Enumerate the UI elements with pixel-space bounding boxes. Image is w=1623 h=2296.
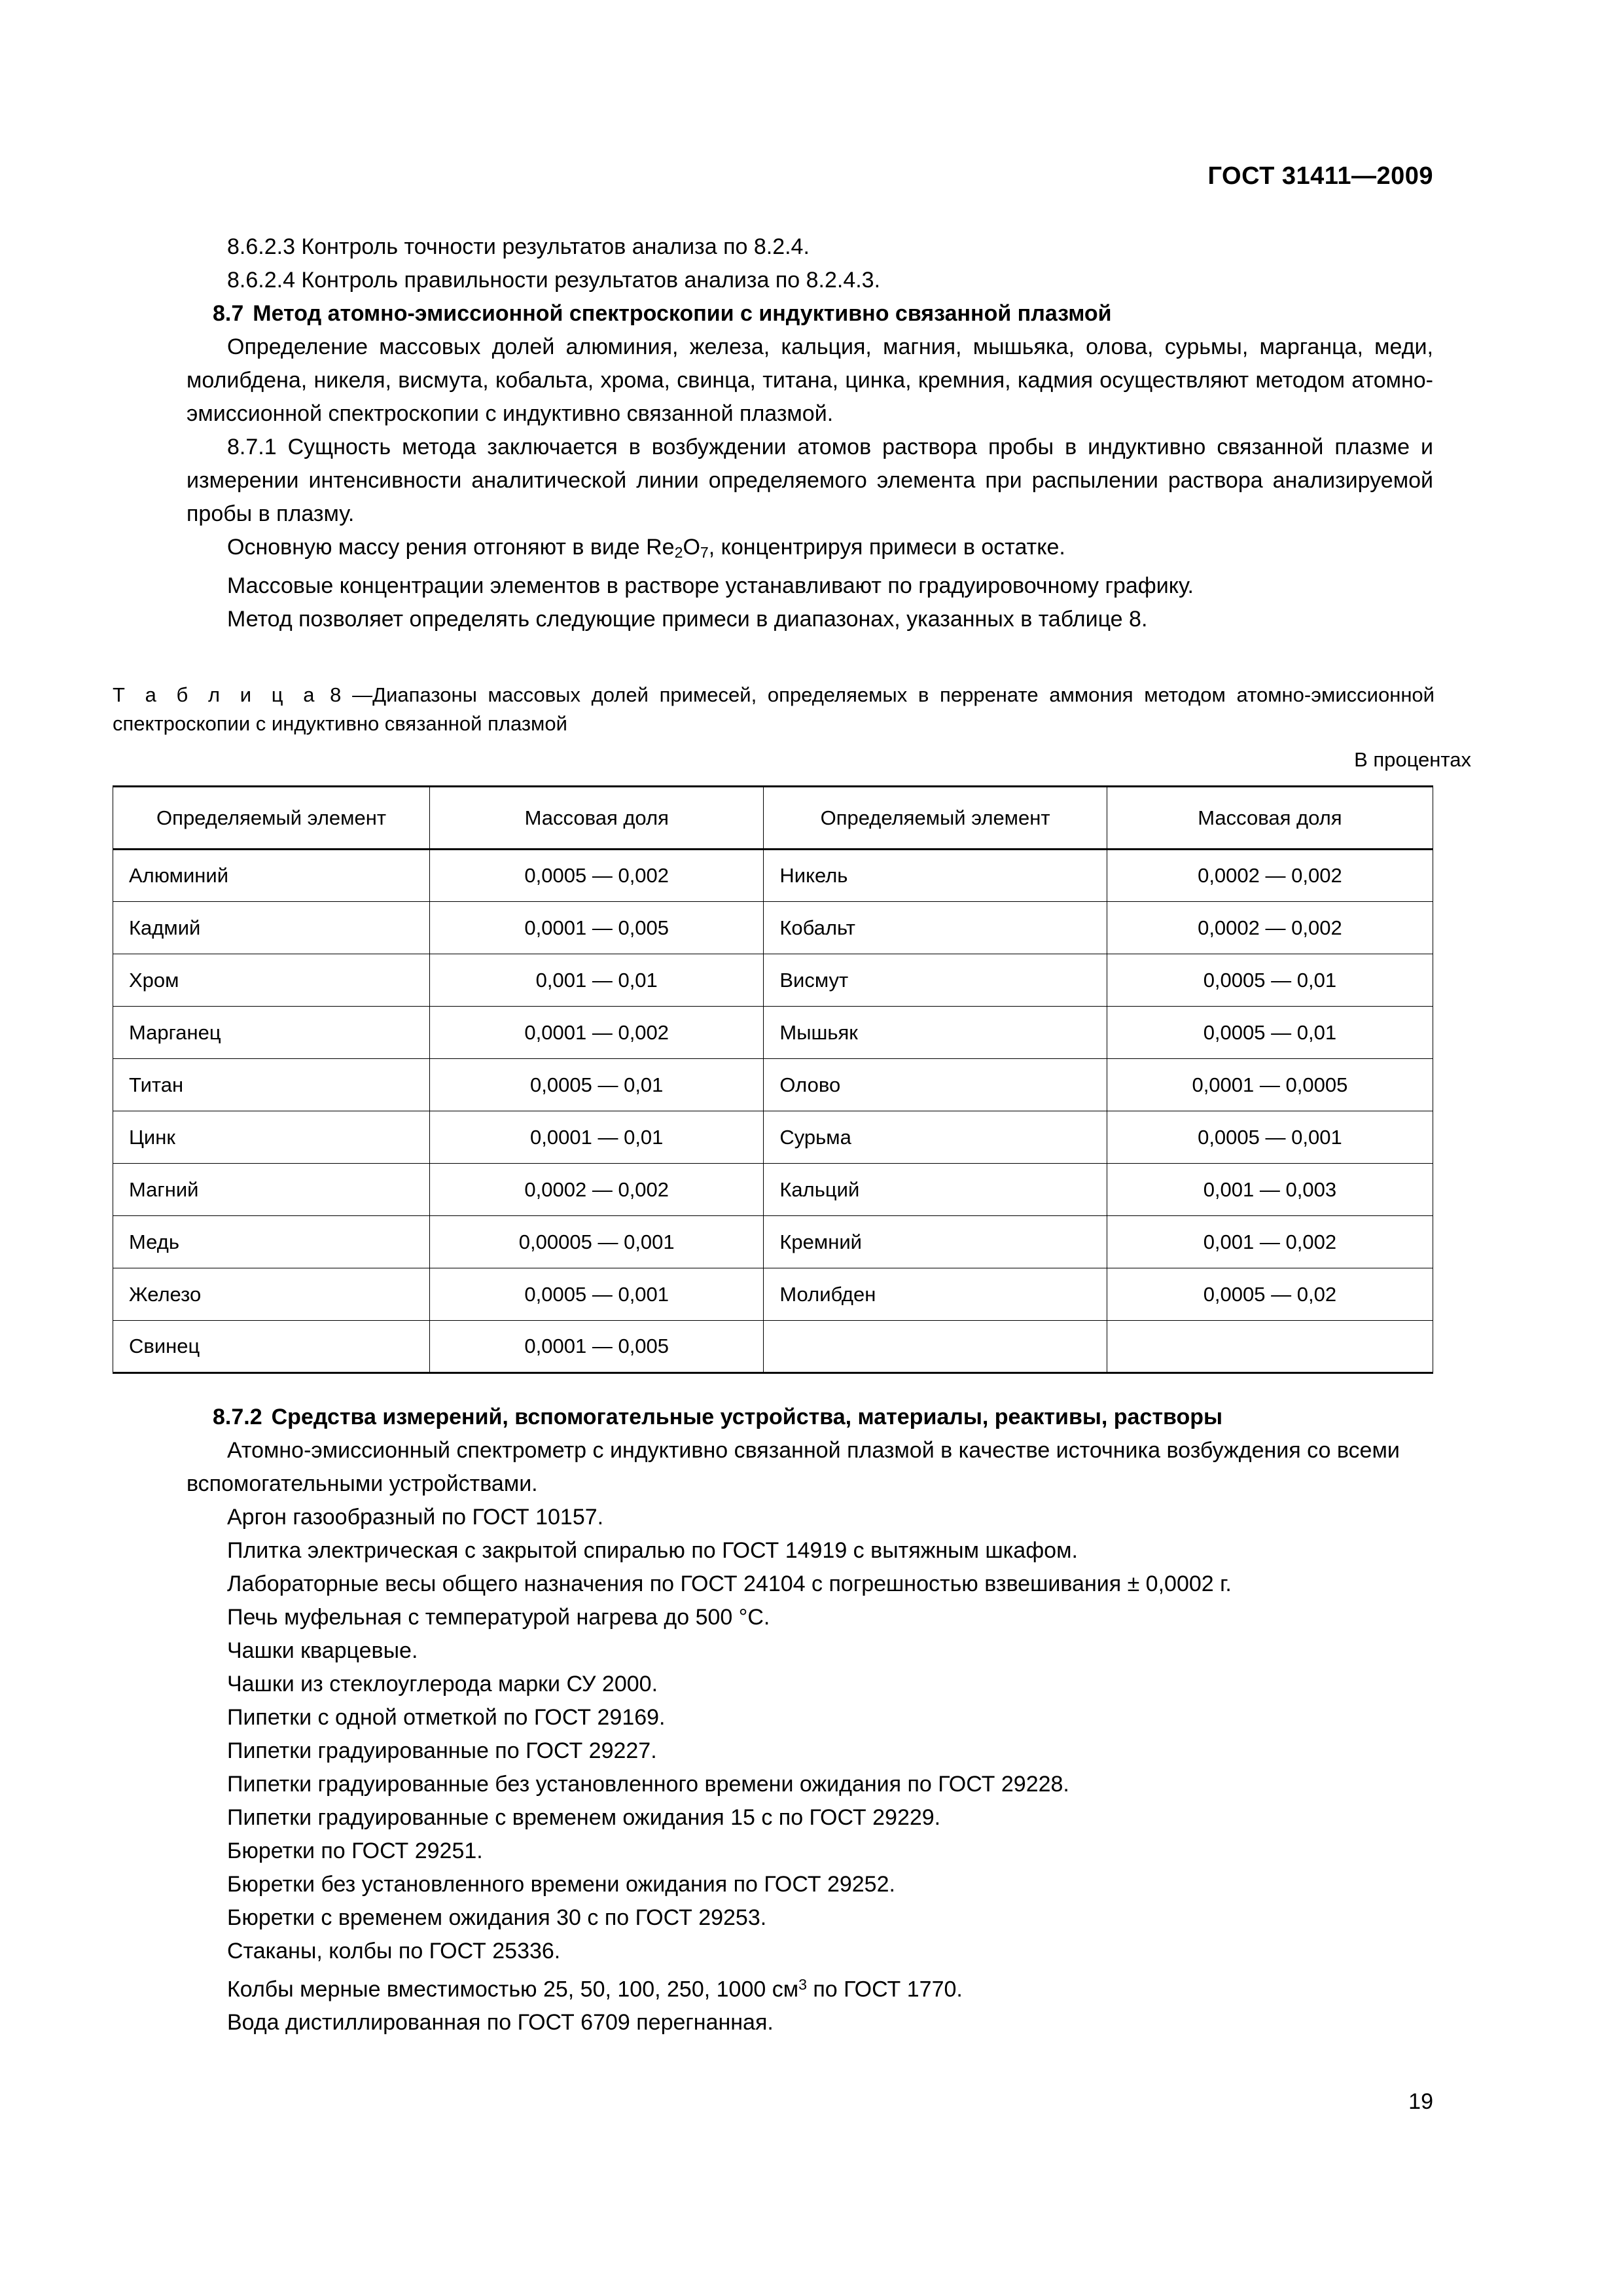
item-flasks [187,1968,1433,2006]
table-cell-mass-fraction: 0,001 — 0,002 [1107,1216,1433,1268]
table-cell-mass-fraction: 0,001 — 0,01 [430,954,764,1007]
equipment-item: Плитка электрическая с закрытой спиралью по ГОСТ 14919 с вытяжным шкафом. [227,1538,1078,1563]
flasks-superscript-3: 3 [798,1976,807,1993]
equipment-item: Бюретки без установленного времени ожидания по ГОСТ 29252. [227,1872,895,1897]
standard-code-header: ГОСТ 31411—2009 [1207,162,1433,190]
table-row [113,954,1433,1007]
rhenium-text-b: O [683,535,700,560]
table-cell-element: Висмут [764,954,1107,1007]
column-header-fraction-2: Массовая доля [1107,787,1433,850]
rhenium-text-c: , концентрируя примеси в остатке. [708,535,1065,560]
heading-8-7-number: 8.7 [213,301,244,326]
equipment-list [187,1501,1433,1968]
paragraph-definition: Определение массовых долей алюминия, железа, кальция, магния, мышьяка, олова, сурьмы, марганца, меди, молибдена, никеля, висмута, кобальта, хрома, свинца, титана, цинка, кремния, кадмия осуществляют методом атомно-эмиссионной спектроскопии с индуктивно связанной плазмой. [187,334,1433,426]
table-cell-mass-fraction: 0,0002 — 0,002 [1107,850,1433,902]
equipment-item: Пипетки с одной отметкой по ГОСТ 29169. [227,1705,666,1730]
heading-8-7-text: Метод атомно-эмиссионной спектроскопии с индуктивно связанной плазмой [253,301,1112,326]
table-caption-label: Т а б л и ц а [113,683,319,706]
table-caption-text: Диапазоны массовых долей примесей, определяемых в перренате аммония методом атомно-эмиссионной спектроскопии с индуктивно связанной плазмой [113,683,1435,735]
table-cell-element: Цинк [113,1111,430,1164]
table-cell-mass-fraction: 0,0002 — 0,002 [1107,902,1433,954]
rhenium-text-a: Основную массу рения отгоняют в виде Re [227,535,675,560]
table-cell-element: Сурьма [764,1111,1107,1164]
heading-8-7 [187,297,1433,331]
table-cell-mass-fraction: 0,0005 — 0,01 [1107,954,1433,1007]
table-cell-element: Кремний [764,1216,1107,1268]
column-header-element-2: Определяемый элемент [764,787,1107,850]
equipment-item: Пипетки градуированные по ГОСТ 29227. [227,1738,657,1763]
heading-8-7-2-text: Средства измерений, вспомогательные устройства, материалы, реактивы, растворы [271,1405,1223,1429]
table-cell-element: Мышьяк [764,1007,1107,1059]
equipment-item: Чашки кварцевые. [227,1638,418,1663]
equipment-item: Чашки из стеклоуглерода марки СУ 2000. [227,1672,658,1696]
equipment-item: Пипетки градуированные без установленного времени ожидания по ГОСТ 29228. [227,1772,1069,1797]
column-header-fraction-1: Массовая доля [430,787,764,850]
equipment-item: Печь муфельная с температурой нагрева до 500 °С. [227,1605,770,1630]
table-row [113,1164,1433,1216]
table-cell-element: Хром [113,954,430,1007]
equipment-item: Пипетки градуированные с временем ожидания 15 с по ГОСТ 29229. [227,1805,941,1830]
table-cell-element: Молибден [764,1268,1107,1321]
table-row [113,1007,1433,1059]
equipment-item: Бюретки с временем ожидания 30 с по ГОСТ 29253. [227,1905,767,1930]
equipment-item: Аргон газообразный по ГОСТ 10157. [227,1505,604,1530]
table-units-note: В процентах [1354,748,1471,771]
table-cell-mass-fraction: 0,0005 — 0,01 [430,1059,764,1111]
table-cell-mass-fraction: 0,0002 — 0,002 [430,1164,764,1216]
table-cell-mass-fraction: 0,001 — 0,003 [1107,1164,1433,1216]
table-row [113,1268,1433,1321]
table-row [113,850,1433,902]
table-cell-mass-fraction: 0,0005 — 0,02 [1107,1268,1433,1321]
table-cell-mass-fraction: 0,0001 — 0,002 [430,1007,764,1059]
table-cell-element: Никель [764,850,1107,902]
table-cell-mass-fraction: 0,0001 — 0,005 [430,1321,764,1373]
table-caption-number: 8 [330,683,342,706]
table-cell-element: Магний [113,1164,430,1216]
table-cell-element: Марганец [113,1007,430,1059]
paragraph-concentrations: Массовые концентрации элементов в растворе устанавливают по градуировочному графику. [227,573,1194,599]
table-cell-mass-fraction: 0,00005 — 0,001 [430,1216,764,1268]
table-cell-element: Титан [113,1059,430,1111]
table-cell-empty [764,1321,1107,1373]
paragraph-rhenium [187,531,1433,569]
table-cell-mass-fraction: 0,0001 — 0,01 [430,1111,764,1164]
heading-8-7-2-number: 8.7.2 [213,1405,262,1429]
table-8-caption [113,681,1435,738]
table-header-row [113,787,1433,850]
equipment-item: Бюретки по ГОСТ 29251. [227,1839,483,1863]
rhenium-sub-7: 7 [700,544,709,562]
table-cell-element: Олово [764,1059,1107,1111]
table-header [113,787,1433,850]
heading-8-7-2 [187,1401,1433,1434]
intro-section [187,230,1433,636]
table-row [113,902,1433,954]
clause-8-6-2-3: 8.6.2.3 Контроль точности результатов анализа по 8.2.4. [227,234,810,259]
table-cell-mass-fraction: 0,0001 — 0,0005 [1107,1059,1433,1111]
column-header-element-1: Определяемый элемент [113,787,430,850]
table-row [113,1216,1433,1268]
table-cell-mass-fraction: 0,0005 — 0,002 [430,850,764,902]
table-cell-mass-fraction: 0,0005 — 0,001 [430,1268,764,1321]
item-water: Вода дистиллированная по ГОСТ 6709 перегнанная. [227,2010,774,2036]
rhenium-sub-2: 2 [674,544,683,562]
impurity-ranges-table [113,785,1433,1374]
table-cell-empty [1107,1321,1433,1373]
table-cell-mass-fraction: 0,0005 — 0,001 [1107,1111,1433,1164]
clause-8-6-2-4: 8.6.2.4 Контроль правильности результатов анализа по 8.2.4.3. [227,268,881,293]
table-cell-mass-fraction: 0,0005 — 0,01 [1107,1007,1433,1059]
equipment-item: Стаканы, колбы по ГОСТ 25336. [227,1939,561,1964]
table-cell-element: Медь [113,1216,430,1268]
table-cell-element: Кобальт [764,902,1107,954]
flasks-text-a: Колбы мерные вместимостью 25, 50, 100, 250, 1000 см [227,1977,799,2002]
table-row [113,1111,1433,1164]
equipment-section [187,1401,1433,2039]
table-cell-element: Железо [113,1268,430,1321]
table-cell-element: Алюминий [113,850,430,902]
table-cell-element: Кадмий [113,902,430,954]
paragraph-ranges: Метод позволяет определять следующие примеси в диапазонах, указанных в таблице 8. [227,607,1148,632]
page-number: 19 [1408,2089,1433,2114]
table-cell-mass-fraction: 0,0001 — 0,005 [430,902,764,954]
table-caption-dash: — [352,683,373,706]
table-8-wrapper [113,785,1433,1374]
table-row [113,1059,1433,1111]
table-cell-element: Кальций [764,1164,1107,1216]
paragraph-8-7-1: 8.7.1 Сущность метода заключается в возбуждении атомов раствора пробы в индуктивно связанной плазме и измерении интенсивности аналитической линии определяемого элемента при распылении раствора анализируемой пробы в плазму. [187,435,1433,526]
table-body [113,850,1433,1373]
flasks-text-b: по ГОСТ 1770. [806,1977,963,2002]
table-row [113,1321,1433,1373]
table-cell-element: Свинец [113,1321,430,1373]
paragraph-spectrometer: Атомно-эмиссионный спектрометр с индуктивно связанной плазмой в качестве источника возбуждения со всеми вспомогательными устройствами. [187,1438,1400,1496]
equipment-item: Лабораторные весы общего назначения по ГОСТ 24104 с погрешностью взвешивания ± 0,0002 г. [227,1571,1232,1596]
